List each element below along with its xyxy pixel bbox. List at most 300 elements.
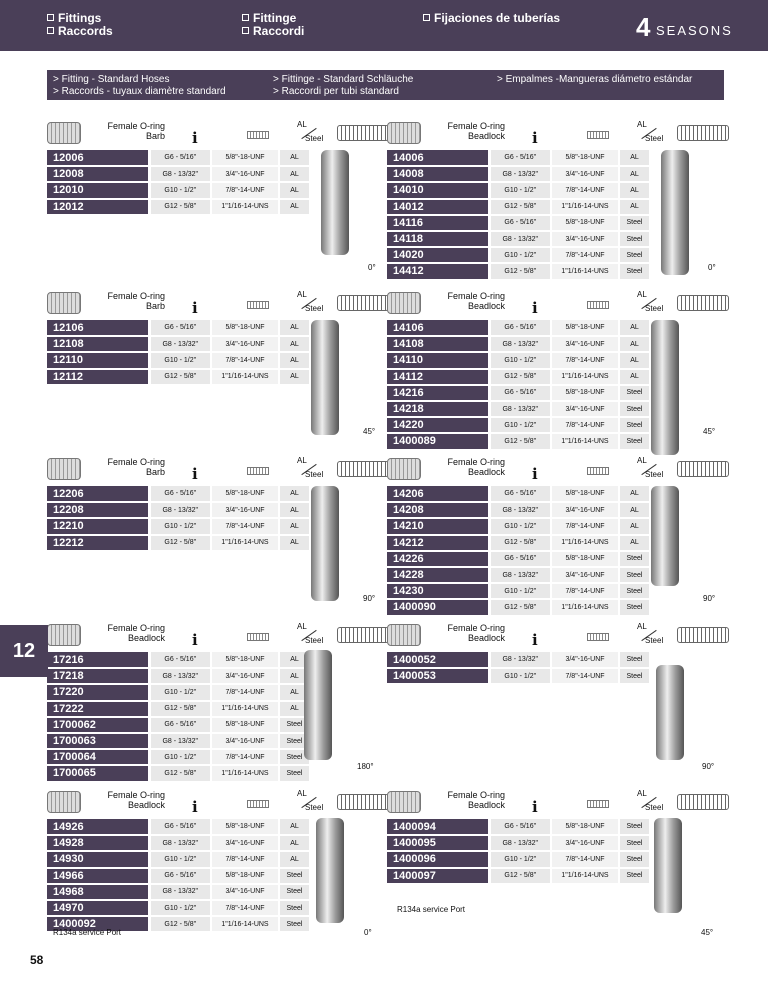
thread-spec: 7/8"-14-UNF <box>551 417 619 433</box>
panel-title-line2: Barb <box>145 131 165 141</box>
part-number: 14228 <box>387 567 489 583</box>
material: AL <box>619 150 649 166</box>
panel-title-line1: Female O-ring <box>107 623 165 633</box>
fitting-icon <box>387 458 421 480</box>
fitting-panel <box>47 619 392 783</box>
thread-spec: 1"1/16-14-UNS <box>551 868 619 884</box>
header-col2 <box>242 12 304 38</box>
panel-title-line1: Female O-ring <box>447 623 505 633</box>
fitting-panel <box>47 453 392 552</box>
part-number: 1400097 <box>387 868 489 884</box>
table-row <box>387 851 649 867</box>
thread-spec: 3/4"-16-UNF <box>211 835 279 851</box>
thread-spec: 7/8"-14-UNF <box>211 352 279 368</box>
subheader-col2-line1: > Fittinge - Standard Schläuche <box>273 74 414 85</box>
material: Steel <box>619 851 649 867</box>
hose-size: G6 - 5/16" <box>149 486 211 502</box>
material-icon <box>297 290 325 316</box>
table-row <box>47 518 309 534</box>
info-icon: i <box>192 631 198 649</box>
part-number: 12208 <box>47 502 149 518</box>
thread-spec: 3/4"-16-UNF <box>211 668 279 684</box>
panel-title-line1: Female O-ring <box>447 790 505 800</box>
thread-icon <box>587 633 609 641</box>
thread-spec: 3/4"-16-UNF <box>551 652 619 668</box>
hose-size: G8 - 13/32" <box>489 231 551 247</box>
table-row <box>387 835 649 851</box>
thread-spec: 1"1/16-14-UNS <box>211 765 279 781</box>
thread-spec: 1"1/16-14-UNS <box>551 263 619 279</box>
hose-size: G6 - 5/16" <box>489 385 551 401</box>
thread-spec: 7/8"-14-UNF <box>211 518 279 534</box>
part-table <box>47 320 309 386</box>
part-number: 12212 <box>47 535 149 551</box>
panel-title-line2: Barb <box>145 467 165 477</box>
panel-title <box>87 291 165 311</box>
panel-title-line2: Barb <box>145 301 165 311</box>
part-number: 17218 <box>47 668 149 684</box>
panel-title-line2: Beadlock <box>467 131 505 141</box>
fitting-icon <box>47 624 81 646</box>
part-number: 12006 <box>47 150 149 166</box>
thread-spec: 7/8"-14-UNF <box>211 749 279 765</box>
material: Steel <box>619 551 649 567</box>
hose-size: G10 - 1/2" <box>489 518 551 534</box>
material: Steel <box>619 263 649 279</box>
header-col1-line2: Raccords <box>58 24 113 38</box>
fitting-image <box>311 486 339 601</box>
material: AL <box>619 486 649 502</box>
thread-spec: 7/8"-14-UNF <box>551 583 619 599</box>
header-col3 <box>423 12 560 25</box>
thread-spec: 5/8"-18-UNF <box>211 819 279 835</box>
material: Steel <box>279 733 309 749</box>
part-number: 14926 <box>47 819 149 835</box>
material-icon <box>637 290 665 316</box>
thread-spec: 1"1/16-14-UNS <box>551 369 619 385</box>
material-steel: Steel <box>305 304 324 313</box>
table-row <box>47 320 309 336</box>
fitting-icon <box>387 292 421 314</box>
part-number: 14008 <box>387 166 489 182</box>
table-row <box>47 336 309 352</box>
thread-spec: 5/8"-18-UNF <box>551 320 619 336</box>
table-row <box>47 369 309 385</box>
info-icon: i <box>532 465 538 483</box>
material: AL <box>619 518 649 534</box>
part-number: 14006 <box>387 150 489 166</box>
table-row <box>387 652 649 668</box>
hose-size: G10 - 1/2" <box>149 684 211 700</box>
table-row <box>47 684 309 700</box>
material: AL <box>279 701 309 717</box>
thread-spec: 3/4"-16-UNF <box>211 166 279 182</box>
fitting-panel <box>387 287 732 451</box>
material-icon <box>637 622 665 648</box>
hose-size: G10 - 1/2" <box>489 668 551 684</box>
panel-header <box>47 453 392 486</box>
thread-spec: 5/8"-18-UNF <box>551 551 619 567</box>
fitting-icon <box>47 458 81 480</box>
material: Steel <box>619 567 649 583</box>
material-steel: Steel <box>645 470 664 479</box>
hose-icon <box>337 794 389 810</box>
fitting-image <box>656 665 684 760</box>
table-row <box>387 599 649 615</box>
hose-size: G6 - 5/16" <box>149 819 211 835</box>
angle-label: 45° <box>703 427 716 436</box>
part-table <box>387 486 649 617</box>
table-row <box>47 733 309 749</box>
part-number: 14112 <box>387 369 489 385</box>
table-row <box>387 352 649 368</box>
info-icon: i <box>192 299 198 317</box>
material: AL <box>279 369 309 385</box>
hose-size: G12 - 5/8" <box>489 199 551 215</box>
hose-size: G8 - 13/32" <box>149 502 211 518</box>
material-icon <box>297 456 325 482</box>
part-number: 14216 <box>387 385 489 401</box>
part-number: 14928 <box>47 835 149 851</box>
part-number: 14206 <box>387 486 489 502</box>
thread-spec: 5/8"-18-UNF <box>551 150 619 166</box>
part-number: 12210 <box>47 518 149 534</box>
panel-header <box>387 786 732 819</box>
material: AL <box>279 320 309 336</box>
part-table <box>387 819 649 885</box>
panel-header <box>387 117 732 150</box>
part-number: 14110 <box>387 352 489 368</box>
material: AL <box>279 652 309 668</box>
panel-title-line1: Female O-ring <box>107 457 165 467</box>
material: Steel <box>279 765 309 781</box>
thread-spec: 7/8"-14-UNF <box>211 684 279 700</box>
thread-spec: 1"1/16-14-UNS <box>211 701 279 717</box>
material: AL <box>619 199 649 215</box>
hose-size: G12 - 5/8" <box>149 199 211 215</box>
panel-title <box>427 623 505 643</box>
panel-title <box>427 291 505 311</box>
part-number: 1400090 <box>387 599 489 615</box>
material: Steel <box>279 884 309 900</box>
part-table <box>47 819 309 933</box>
thread-spec: 7/8"-14-UNF <box>211 900 279 916</box>
material: AL <box>279 819 309 835</box>
subheader-col1-line1: > Fitting - Standard Hoses <box>53 74 170 85</box>
header-col2-line1: Fittinge <box>253 11 297 25</box>
material-icon <box>637 789 665 815</box>
table-row <box>47 701 309 717</box>
panel-note: R134a service Port <box>53 928 122 937</box>
hose-size: G6 - 5/16" <box>489 150 551 166</box>
hose-size: G8 - 13/32" <box>489 502 551 518</box>
material: Steel <box>619 231 649 247</box>
subheader-col1-line2: > Raccords - tuyaux diamètre standard <box>53 86 226 97</box>
panel-title <box>87 121 165 141</box>
material-icon <box>297 120 325 146</box>
material: AL <box>279 166 309 182</box>
material-al: AL <box>637 622 647 631</box>
part-number: 14220 <box>387 417 489 433</box>
fitting-image <box>661 150 689 275</box>
part-number: 1400096 <box>387 851 489 867</box>
hose-size: G8 - 13/32" <box>149 835 211 851</box>
material-al: AL <box>297 290 307 299</box>
angle-label: 45° <box>701 928 714 937</box>
material: Steel <box>619 215 649 231</box>
panel-title-line2: Beadlock <box>127 633 165 643</box>
hose-size: G6 - 5/16" <box>489 486 551 502</box>
material-steel: Steel <box>645 304 664 313</box>
material-al: AL <box>637 789 647 798</box>
hose-size: G8 - 13/32" <box>149 733 211 749</box>
fitting-icon <box>387 624 421 646</box>
material-al: AL <box>637 120 647 129</box>
hose-size: G10 - 1/2" <box>489 417 551 433</box>
table-row <box>387 583 649 599</box>
hose-size: G12 - 5/8" <box>149 916 211 932</box>
section-tab: 12 <box>0 625 48 677</box>
material: AL <box>619 182 649 198</box>
table-row <box>47 765 309 781</box>
hose-size: G8 - 13/32" <box>149 336 211 352</box>
fitting-icon <box>387 791 421 813</box>
part-table <box>47 652 309 783</box>
thread-spec: 7/8"-14-UNF <box>551 182 619 198</box>
table-row <box>47 182 309 198</box>
thread-icon <box>247 633 269 641</box>
material-steel: Steel <box>305 470 324 479</box>
material: Steel <box>619 835 649 851</box>
thread-spec: 7/8"-14-UNF <box>211 851 279 867</box>
thread-icon <box>247 467 269 475</box>
part-number: 1400089 <box>387 433 489 449</box>
part-number: 1400094 <box>387 819 489 835</box>
table-row <box>387 567 649 583</box>
material: Steel <box>619 819 649 835</box>
table-row <box>387 385 649 401</box>
panel-title <box>427 457 505 477</box>
table-row <box>47 502 309 518</box>
thread-spec: 7/8"-14-UNF <box>211 182 279 198</box>
material-al: AL <box>637 290 647 299</box>
hose-size: G6 - 5/16" <box>149 717 211 733</box>
hose-size: G8 - 13/32" <box>489 567 551 583</box>
thread-spec: 1"1/16-14-UNS <box>211 199 279 215</box>
panel-header <box>47 786 392 819</box>
thread-spec: 1"1/16-14-UNS <box>551 199 619 215</box>
thread-spec: 1"1/16-14-UNS <box>551 433 619 449</box>
material-al: AL <box>297 622 307 631</box>
table-row <box>387 369 649 385</box>
material-steel: Steel <box>305 803 324 812</box>
fitting-icon <box>47 122 81 144</box>
part-number: 14966 <box>47 868 149 884</box>
thread-spec: 1"1/16-14-UNS <box>551 599 619 615</box>
part-number: 14230 <box>387 583 489 599</box>
material: Steel <box>619 433 649 449</box>
material: AL <box>619 336 649 352</box>
panel-header <box>47 619 392 652</box>
part-number: 12012 <box>47 199 149 215</box>
material: AL <box>619 535 649 551</box>
logo-numeral: 4 <box>636 12 653 42</box>
thread-spec: 5/8"-18-UNF <box>551 385 619 401</box>
thread-spec: 1"1/16-14-UNS <box>211 369 279 385</box>
material-steel: Steel <box>645 636 664 645</box>
angle-label: 90° <box>702 762 715 771</box>
table-row <box>387 417 649 433</box>
material-steel: Steel <box>645 803 664 812</box>
thread-spec: 5/8"-18-UNF <box>551 486 619 502</box>
material: AL <box>619 369 649 385</box>
fitting-image <box>654 818 682 913</box>
part-number: 17220 <box>47 684 149 700</box>
subheader-col2 <box>241 70 469 100</box>
table-row <box>47 668 309 684</box>
part-number: 1700063 <box>47 733 149 749</box>
table-row <box>387 263 649 279</box>
part-number: 12108 <box>47 336 149 352</box>
table-row <box>47 884 309 900</box>
thread-spec: 7/8"-14-UNF <box>551 352 619 368</box>
thread-spec: 3/4"-16-UNF <box>551 336 619 352</box>
hose-icon <box>677 295 729 311</box>
hose-icon <box>337 627 389 643</box>
table-row <box>387 320 649 336</box>
hose-size: G12 - 5/8" <box>489 369 551 385</box>
fitting-image <box>316 818 344 923</box>
hose-size: G12 - 5/8" <box>489 599 551 615</box>
panel-title-line1: Female O-ring <box>447 291 505 301</box>
material: AL <box>279 150 309 166</box>
hose-size: G6 - 5/16" <box>149 150 211 166</box>
panel-title-line1: Female O-ring <box>447 457 505 467</box>
material: AL <box>619 502 649 518</box>
panel-title-line2: Beadlock <box>127 800 165 810</box>
part-number: 14108 <box>387 336 489 352</box>
table-row <box>47 352 309 368</box>
hose-size: G12 - 5/8" <box>149 369 211 385</box>
table-row <box>47 900 309 916</box>
part-number: 1700062 <box>47 717 149 733</box>
thread-spec: 5/8"-18-UNF <box>551 215 619 231</box>
table-row <box>47 717 309 733</box>
thread-spec: 3/4"-16-UNF <box>551 502 619 518</box>
part-number: 1400052 <box>387 652 489 668</box>
header-col1 <box>47 12 113 38</box>
hose-size: G10 - 1/2" <box>149 851 211 867</box>
hose-icon <box>677 794 729 810</box>
table-row <box>47 652 309 668</box>
table-row <box>387 502 649 518</box>
thread-spec: 5/8"-18-UNF <box>211 868 279 884</box>
thread-spec: 3/4"-16-UNF <box>551 401 619 417</box>
panel-title <box>87 790 165 810</box>
hose-size: G10 - 1/2" <box>489 182 551 198</box>
table-row <box>387 150 649 166</box>
fitting-panel <box>47 287 392 386</box>
hose-size: G12 - 5/8" <box>149 765 211 781</box>
hose-size: G10 - 1/2" <box>149 749 211 765</box>
hose-icon <box>677 461 729 477</box>
subheader-col1 <box>47 70 241 100</box>
table-row <box>387 215 649 231</box>
material: Steel <box>619 668 649 684</box>
info-icon: i <box>532 129 538 147</box>
hose-size: G8 - 13/32" <box>149 668 211 684</box>
panel-title-line1: Female O-ring <box>107 291 165 301</box>
part-number: 12110 <box>47 352 149 368</box>
subheader-col3 <box>469 70 724 100</box>
thread-spec: 5/8"-18-UNF <box>211 150 279 166</box>
material-steel: Steel <box>305 134 324 143</box>
material-al: AL <box>297 789 307 798</box>
part-number: 14208 <box>387 502 489 518</box>
header-col1-line1: Fittings <box>58 11 102 25</box>
fitting-panel <box>387 453 732 617</box>
info-icon: i <box>192 465 198 483</box>
hose-icon <box>337 295 389 311</box>
hose-size: G6 - 5/16" <box>149 652 211 668</box>
part-number: 14106 <box>387 320 489 336</box>
material-al: AL <box>297 456 307 465</box>
thread-icon <box>587 131 609 139</box>
subheader-col2-line2: > Raccordi per tubi standard <box>273 86 399 97</box>
panel-note: R134a service Port <box>397 905 466 914</box>
table-row <box>387 166 649 182</box>
thread-icon <box>587 301 609 309</box>
part-number: 14116 <box>387 215 489 231</box>
page-number: 58 <box>30 953 44 967</box>
info-icon: i <box>192 798 198 816</box>
info-icon: i <box>532 631 538 649</box>
hose-size: G12 - 5/8" <box>149 535 211 551</box>
subheader-col3-line1: > Empalmes -Mangueras diámetro estándar <box>497 74 693 85</box>
part-number: 14968 <box>47 884 149 900</box>
part-number: 12206 <box>47 486 149 502</box>
table-row <box>387 336 649 352</box>
table-row <box>387 401 649 417</box>
hose-size: G8 - 13/32" <box>489 652 551 668</box>
hose-icon <box>677 125 729 141</box>
hose-size: G10 - 1/2" <box>149 182 211 198</box>
thread-spec: 5/8"-18-UNF <box>211 320 279 336</box>
angle-label: 180° <box>357 762 374 771</box>
thread-spec: 3/4"-16-UNF <box>551 567 619 583</box>
material-icon <box>637 120 665 146</box>
material-steel: Steel <box>645 134 664 143</box>
material: Steel <box>619 385 649 401</box>
thread-spec: 3/4"-16-UNF <box>211 502 279 518</box>
header-col3-line1: Fijaciones de tuberías <box>434 11 561 25</box>
material-icon <box>637 456 665 482</box>
material: Steel <box>619 417 649 433</box>
hose-size: G10 - 1/2" <box>149 518 211 534</box>
table-row <box>47 150 309 166</box>
material: Steel <box>279 900 309 916</box>
table-row <box>387 433 649 449</box>
angle-label: 45° <box>363 427 376 436</box>
material: Steel <box>279 717 309 733</box>
material: AL <box>619 320 649 336</box>
part-number: 14118 <box>387 231 489 247</box>
panel-title-line2: Beadlock <box>467 800 505 810</box>
part-table <box>47 486 309 552</box>
table-row <box>47 535 309 551</box>
part-number: 1400092 <box>47 916 149 932</box>
hose-size: G8 - 13/32" <box>489 835 551 851</box>
